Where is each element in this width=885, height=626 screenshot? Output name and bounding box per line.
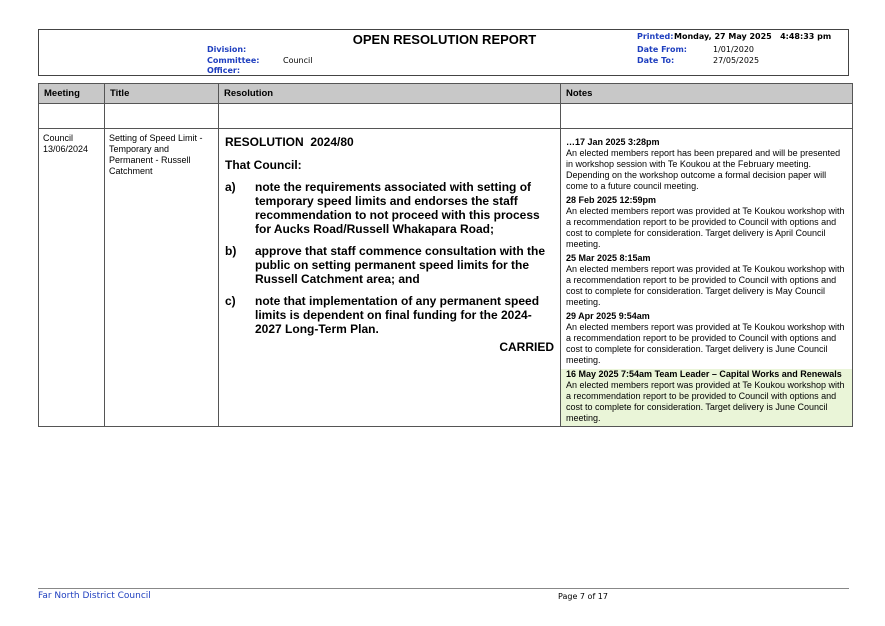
note-entry bbox=[561, 253, 852, 308]
note-entry bbox=[561, 137, 852, 192]
date-from-label: Date From: bbox=[637, 45, 688, 54]
note-text: An elected members report has been prepared and will be presented in workshop session with Te Koukou at the February meeting. Depending on the workshop outcome a formal decision paper will come to a future council meeting. bbox=[566, 148, 841, 191]
date-from-value: 1/01/2020 bbox=[713, 45, 755, 54]
resolution-item bbox=[223, 180, 556, 236]
resolution-heading: RESOLUTION 2024/80 bbox=[225, 135, 354, 149]
resolution-item bbox=[223, 294, 556, 336]
note-entry-latest bbox=[561, 369, 852, 426]
footer-organisation: Far North District Council bbox=[38, 591, 151, 601]
table-row bbox=[39, 129, 853, 427]
resolution-outcome: CARRIED bbox=[499, 340, 554, 354]
division-label: Division: bbox=[207, 45, 247, 54]
printed-label: Printed: bbox=[637, 32, 674, 41]
meeting-cell: Council 13/06/2024 bbox=[43, 133, 89, 154]
note-heading: 16 May 2025 7:54am Team Leader – Capital Works and Renewals bbox=[566, 369, 842, 379]
note-entry bbox=[561, 195, 852, 250]
column-header-title: Title bbox=[105, 84, 219, 104]
note-text: An elected members report was provided at Te Koukou workshop with a recommendation report to be provided to Council with options and cost to complete for consideration. Target delivery is May Council meeting. bbox=[566, 264, 845, 307]
column-header-notes: Notes bbox=[561, 84, 853, 104]
footer-divider bbox=[38, 588, 849, 589]
resolution-subheading: That Council: bbox=[225, 158, 302, 172]
note-text: An elected members report was provided at Te Koukou workshop with a recommendation report to be provided to Council with options and cost to complete for consideration. Target delivery is June Council meeting. bbox=[566, 380, 845, 423]
notes-cell bbox=[561, 129, 853, 427]
resolution-item-label: c) bbox=[225, 294, 236, 308]
note-heading: 29 Apr 2025 9:54am bbox=[566, 311, 650, 321]
resolution-item bbox=[223, 244, 556, 286]
printed-value: Monday, 27 May 2025 4:48:33 pm bbox=[674, 32, 832, 41]
column-header-meeting: Meeting bbox=[39, 84, 105, 104]
resolution-item-text: approve that staff commence consultation with the public on setting permanent speed limits for the Russell Catchment area; and bbox=[255, 244, 546, 286]
date-to-label: Date To: bbox=[637, 56, 675, 65]
title-cell: Setting of Speed Limit - Temporary and Permanent - Russell Catchment bbox=[109, 133, 203, 176]
note-text: An elected members report was provided at Te Koukou workshop with a recommendation report to be provided to Council with options and cost to complete for consideration. Target delivery is June Council meeting. bbox=[566, 322, 845, 365]
spacer-row bbox=[39, 104, 853, 129]
resolution-cell bbox=[219, 129, 561, 427]
resolution-item-text: note the requirements associated with setting of temporary speed limits and endorses the staff recommendation to not proceed with this process for Aucks Road/Russell Whakapara Road; bbox=[255, 180, 540, 236]
note-entry bbox=[561, 311, 852, 366]
resolution-table bbox=[38, 83, 853, 427]
resolution-item-text: note that implementation of any permanent speed limits is dependent on final funding for the 2024-2027 Long-Term Plan. bbox=[255, 294, 540, 336]
committee-value: Council bbox=[283, 56, 313, 65]
resolution-item-label: a) bbox=[225, 180, 236, 194]
note-heading: …17 Jan 2025 3:28pm bbox=[566, 137, 660, 147]
table-header-row bbox=[39, 84, 853, 104]
date-to-value: 27/05/2025 bbox=[713, 56, 760, 65]
resolution-item-label: b) bbox=[225, 244, 237, 258]
note-heading: 28 Feb 2025 12:59pm bbox=[566, 195, 657, 205]
column-header-resolution: Resolution bbox=[219, 84, 561, 104]
report-title: OPEN RESOLUTION REPORT bbox=[352, 32, 537, 47]
committee-label: Committee: bbox=[207, 56, 260, 65]
note-heading: 25 Mar 2025 8:15am bbox=[566, 253, 651, 263]
note-text: An elected members report was provided at Te Koukou workshop with a recommendation report to be provided to Council with options and cost to complete for consideration. Target delivery is April Council meeting. bbox=[566, 206, 845, 249]
footer-page-number: Page 7 of 17 bbox=[558, 592, 608, 601]
officer-label: Officer: bbox=[207, 66, 241, 75]
